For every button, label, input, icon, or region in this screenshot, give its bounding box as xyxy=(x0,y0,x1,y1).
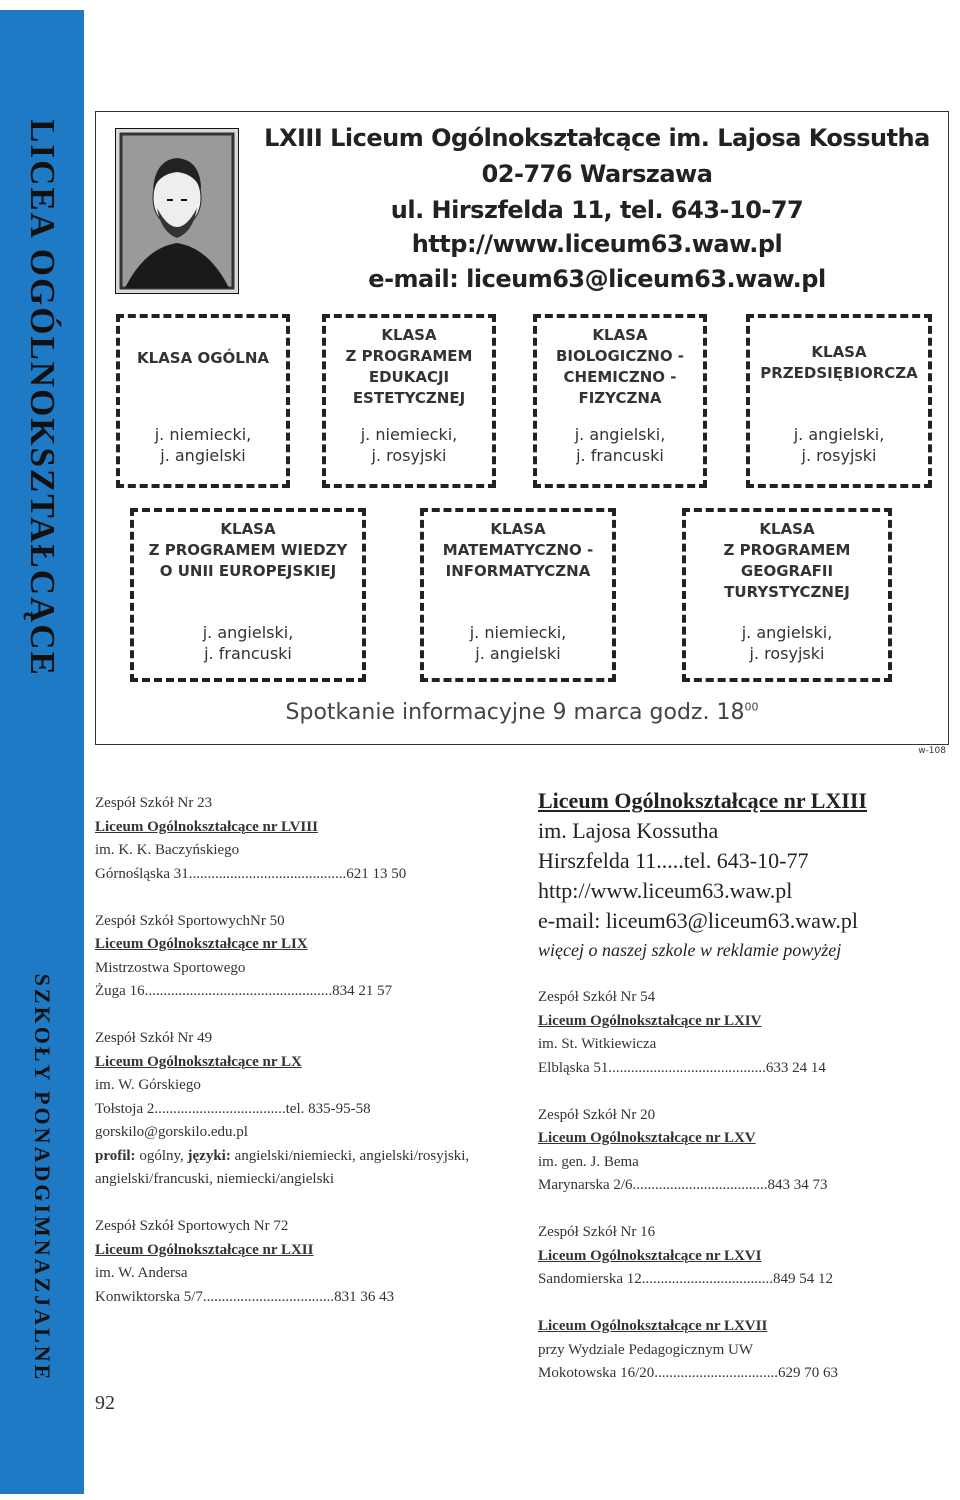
class-title: KLASA OGÓLNA xyxy=(137,349,269,367)
languages-value: angielski/niemiecki, angielski/rosyjski, angielski/francuski, niemiecki/angielski xyxy=(95,1147,470,1187)
school-name: Liceum Ogólnokształcące nr LXV xyxy=(538,1130,756,1146)
class-languages: j. niemiecki, j. angielski xyxy=(469,623,567,663)
school-website: http://www.liceum63.waw.pl xyxy=(538,878,793,903)
school-group: Zespół Szkół Nr 54 xyxy=(538,989,656,1005)
school-note: więcej o naszej szkole w reklamie powyżej xyxy=(538,940,842,960)
class-box-math xyxy=(420,508,616,682)
class-title: KLASA Z PROGRAMEM GEOGRAFII TURYSTYCZNEJ xyxy=(723,520,851,601)
school-address-phone: Górnośląska 31..........................................621 13 50 xyxy=(95,865,407,882)
class-title: KLASA Z PROGRAMEM EDUKACJI ESTETYCZNEJ xyxy=(345,326,473,407)
class-title: KLASA PRZEDSIĘBIORCZA xyxy=(760,343,918,382)
school-address-phone: Sandomierska 12...................................849 54 12 xyxy=(538,1271,833,1287)
meeting-info xyxy=(96,700,948,725)
right-school-list xyxy=(538,986,938,1386)
school-address-phone: Elbląska 51..........................................633 24 14 xyxy=(538,1059,826,1076)
school-group: Zespół Szkół Sportowych Nr 72 xyxy=(95,1218,289,1234)
class-box-aesthetic xyxy=(322,314,496,488)
school-patron: im. W. Górskiego xyxy=(95,1077,201,1093)
school-patron: Mistrzostwa Sportowego xyxy=(95,959,246,976)
school-email: e-mail: liceum63@liceum63.waw.pl xyxy=(538,908,859,933)
ad-city: 02-776 Warszawa xyxy=(481,160,713,188)
class-box-biology xyxy=(533,314,707,488)
school-name: Liceum Ogólnokształcące nr LVIII xyxy=(95,818,318,835)
school-email: gorskilo@gorskilo.edu.pl xyxy=(95,1124,248,1140)
school-address-phone: Mokotowska 16/20.................................629 70 63 xyxy=(538,1365,838,1381)
school-group: Zespół Szkół Nr 23 xyxy=(95,795,213,811)
side-title-szkoly: SZKOŁY PONADGIMNAZJALNE xyxy=(30,973,55,1383)
school-name: Liceum Ogólnokształcące nr LXIV xyxy=(538,1012,762,1029)
class-box-entrepreneurship xyxy=(746,314,932,488)
advertisement-box xyxy=(95,111,949,756)
class-title: KLASA Z PROGRAMEM WIEDZY O UNII EUROPEJSKIEJ xyxy=(148,520,348,580)
school-name: Liceum Ogólnokształcące nr LXII xyxy=(95,1241,314,1258)
school-patron: przy Wydziale Pedagogicznym UW xyxy=(538,1341,753,1358)
school-name: Liceum Ogólnokształcące nr LXVI xyxy=(538,1247,762,1264)
page-number: 92 xyxy=(95,1392,115,1414)
ad-address: ul. Hirszfelda 11, tel. 643-10-77 xyxy=(390,196,804,224)
class-languages: j. angielski, j. francuski xyxy=(574,425,666,465)
school-address-phone: Tołstoja 2...................................tel. 835-95-58 xyxy=(95,1100,371,1117)
school-patron: im. Lajosa Kossutha xyxy=(538,818,719,843)
meeting-text: Spotkanie informacyjne 9 marca godz. 18 xyxy=(285,700,745,725)
featured-school-entry xyxy=(538,786,948,964)
school-address-phone: Marynarska 2/6....................................843 34 73 xyxy=(538,1177,828,1193)
ad-email: e-mail: liceum63@liceum63.waw.pl xyxy=(368,265,826,293)
school-name: Liceum Ogólnokształcące nr LXVII xyxy=(538,1318,768,1334)
languages-label: języki: xyxy=(187,1147,231,1164)
class-box-geography xyxy=(682,508,892,682)
school-name: Liceum Ogólnokształcące nr LX xyxy=(95,1053,302,1070)
school-profile xyxy=(95,1145,495,1192)
portrait-image xyxy=(115,128,239,294)
class-languages: j. niemiecki, j. angielski xyxy=(154,425,252,465)
meeting-minutes: 00 xyxy=(744,700,759,714)
school-address-phone: Hirszfelda 11.....tel. 643-10-77 xyxy=(538,848,809,873)
class-languages: j. angielski, j. rosyjski xyxy=(793,425,885,465)
school-group: Zespół Szkół Nr 16 xyxy=(538,1224,656,1240)
school-group: Zespół Szkół Nr 20 xyxy=(538,1106,656,1123)
school-address-phone: Żuga 16..................................................834 21 57 xyxy=(95,983,393,999)
profile-value: ogólny, xyxy=(135,1147,188,1164)
ad-website: http://www.liceum63.waw.pl xyxy=(411,230,783,258)
school-patron: im. St. Witkiewicza xyxy=(538,1036,657,1052)
school-patron: im. W. Andersa xyxy=(95,1265,188,1281)
class-title: KLASA BIOLOGICZNO - CHEMICZNO - FIZYCZNA xyxy=(555,326,685,407)
left-school-list xyxy=(95,792,495,1309)
ad-school-name: LXIII Liceum Ogólnokształcące im. Lajosa Kossutha xyxy=(264,124,930,152)
school-name: Liceum Ogólnokształcące nr LIX xyxy=(95,936,308,952)
school-patron: im. gen. J. Bema xyxy=(538,1153,639,1170)
school-name: Liceum Ogólnokształcące nr LXIII xyxy=(538,788,867,813)
class-box-general xyxy=(116,314,290,488)
class-languages: j. niemiecki, j. rosyjski xyxy=(360,425,458,465)
class-languages: j. angielski, j. rosyjski xyxy=(741,623,833,663)
school-group: Zespół Szkół SportowychNr 50 xyxy=(95,912,285,929)
class-title: KLASA MATEMATYCZNO - INFORMATYCZNA xyxy=(442,520,594,580)
class-box-eu xyxy=(130,508,366,682)
ad-code: w-108 xyxy=(918,746,946,756)
school-group: Zespół Szkół Nr 49 xyxy=(95,1030,213,1046)
side-title-licea: LICEA OGÓLNOKSZTAŁCĄCE xyxy=(23,119,62,677)
school-address-phone: Konwiktorska 5/7...................................831 36 43 xyxy=(95,1288,395,1305)
school-patron: im. K. K. Baczyńskiego xyxy=(95,842,240,858)
class-languages: j. angielski, j. francuski xyxy=(202,623,294,663)
profile-label: profil: xyxy=(95,1147,136,1164)
